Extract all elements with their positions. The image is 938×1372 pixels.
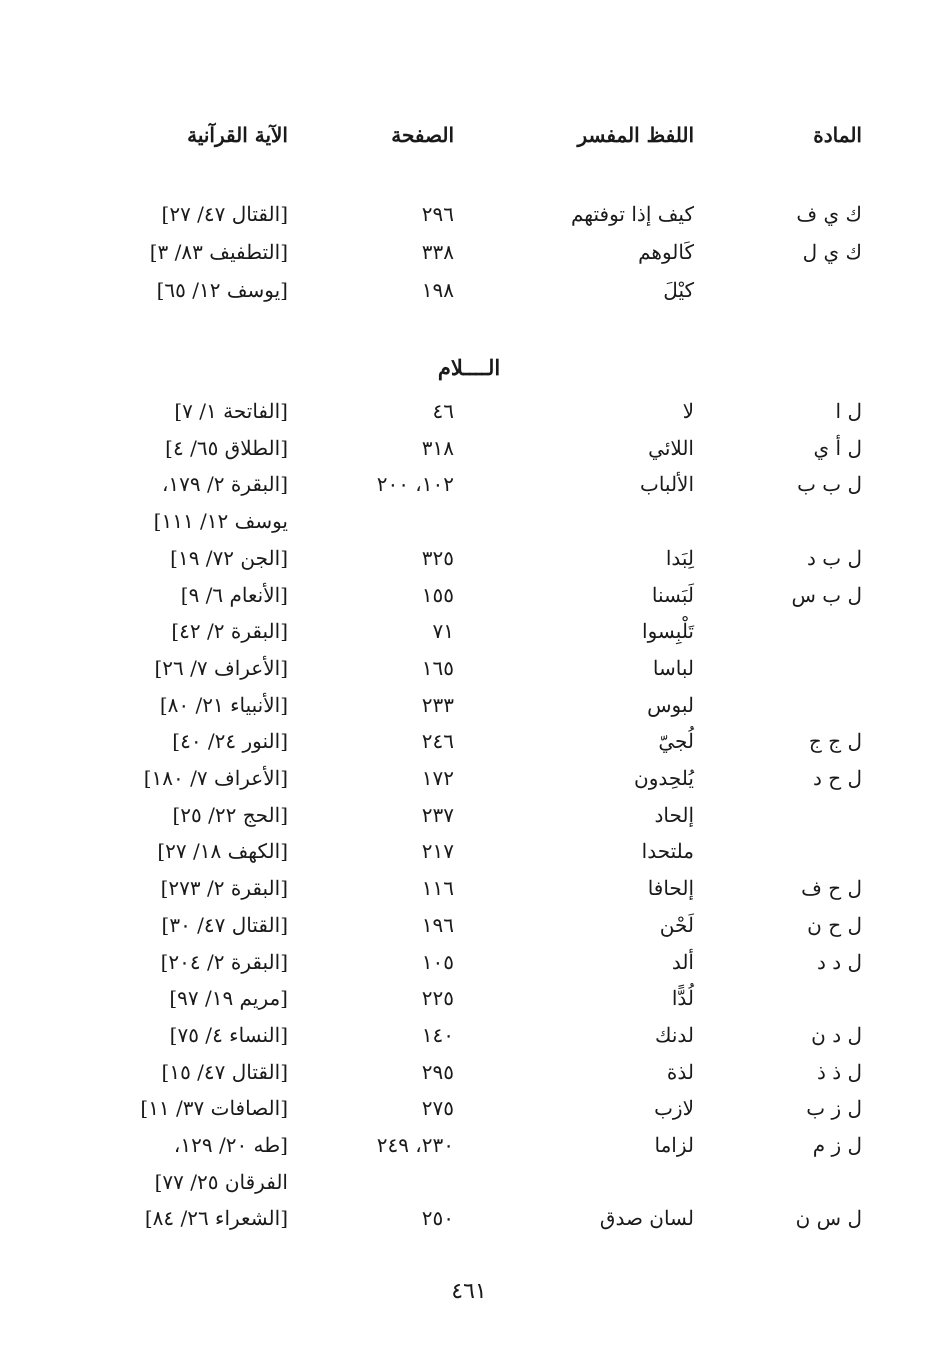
row-word: لبوس xyxy=(647,692,694,717)
row-verse: [يوسف ١٢/ ٦٥] xyxy=(156,278,288,302)
row-page: ٢٥٠ xyxy=(421,1206,454,1231)
row-verse: [القتال ٤٧/ ٢٧] xyxy=(161,202,288,226)
table-row xyxy=(0,944,938,980)
row-page: ١٩٨ xyxy=(421,278,454,302)
row-materia: ل ذ ذ xyxy=(816,1059,862,1084)
row-page: ١٠٢، ٢٠٠ xyxy=(376,472,454,497)
row-verse: [الفاتحة ١/ ٧] xyxy=(174,399,288,423)
row-page: ١٩٦ xyxy=(421,912,454,937)
row-verse: [الكهف ١٨/ ٢٧] xyxy=(157,839,288,864)
row-materia: ل ز م xyxy=(812,1133,862,1157)
table-row xyxy=(0,1017,938,1053)
row-verse: [البقرة ٢/ ١٧٩، xyxy=(161,472,288,497)
row-verse: [الأنعام ٦/ ٩] xyxy=(180,582,288,607)
row-page: ١٥٥ xyxy=(421,582,454,607)
table-row xyxy=(0,723,938,759)
row-materia: ك ي ل xyxy=(802,240,862,264)
table-row xyxy=(0,1127,938,1163)
row-verse: [التطفيف ٨٣/ ٣] xyxy=(149,240,288,264)
table-row xyxy=(0,577,938,613)
row-word: ألد xyxy=(671,949,694,974)
table-row xyxy=(0,1090,938,1126)
row-word: كيْلَ xyxy=(663,278,694,302)
row-page: ١٠٥ xyxy=(421,949,454,974)
row-materia: ل ح د xyxy=(812,766,862,790)
table-row xyxy=(0,540,938,576)
row-materia: ل س ن xyxy=(795,1206,862,1231)
row-page: ٢٧٥ xyxy=(421,1096,454,1121)
row-page: ٢٩٥ xyxy=(421,1059,454,1084)
row-verse: [الحج ٢٢/ ٢٥] xyxy=(172,802,288,827)
row-word: لازب xyxy=(654,1096,694,1121)
row-verse: [القتال ٤٧/ ١٥] xyxy=(161,1059,288,1084)
row-page: ٧١ xyxy=(432,619,454,644)
row-verse: [الشعراء ٢٦/ ٨٤] xyxy=(144,1206,288,1231)
row-verse: [الأعراف ٧/ ١٨٠] xyxy=(143,766,288,790)
row-verse: [الأعراف ٧/ ٢٦] xyxy=(154,655,288,680)
row-page: ٢٣٧ xyxy=(421,802,454,827)
header-word: اللفظ المفسر xyxy=(577,123,694,147)
row-word: لا xyxy=(682,399,694,423)
table-row xyxy=(0,980,938,1016)
row-materia: ل ب د xyxy=(807,545,862,570)
table-row xyxy=(0,1164,938,1200)
table-row xyxy=(0,833,938,869)
row-materia: ل ج ج xyxy=(808,729,862,754)
row-word: لدنك xyxy=(654,1022,694,1047)
row-page: ٤٦ xyxy=(432,399,454,423)
table-row xyxy=(0,870,938,906)
table-row xyxy=(0,1200,938,1236)
row-materia: ل د د xyxy=(816,949,862,974)
row-materia: ل ب س xyxy=(791,582,862,607)
row-word: لَحْن xyxy=(659,912,694,937)
section-title: الــــلام xyxy=(437,355,501,380)
row-word: تَلْبِسوا xyxy=(642,619,694,644)
row-word: لزاما xyxy=(654,1133,694,1157)
row-page: ٢٣٣ xyxy=(421,692,454,717)
row-verse: [القتال ٤٧/ ٣٠] xyxy=(161,912,288,937)
row-word: اللائي xyxy=(648,435,694,460)
row-verse: [البقرة ٢/ ٢٠٤] xyxy=(160,949,288,974)
row-page: ٢٤٦ xyxy=(421,729,454,754)
row-page: ١٦٥ xyxy=(421,655,454,680)
table-row xyxy=(0,503,938,539)
table-row xyxy=(0,907,938,943)
table-row xyxy=(0,393,938,429)
row-verse: [البقرة ٢/ ٢٧٣] xyxy=(160,876,288,901)
row-materia: ل ح ف xyxy=(801,876,862,901)
row-word: لَبَسنا xyxy=(651,582,694,607)
row-word: لباسا xyxy=(652,655,694,680)
row-page: ٢١٧ xyxy=(421,839,454,864)
table-row xyxy=(0,613,938,649)
row-word: لِبَدا xyxy=(665,545,694,570)
table-row xyxy=(0,797,938,833)
row-word: كَالوهم xyxy=(638,240,694,264)
row-verse: [الأنبياء ٢١/ ٨٠] xyxy=(159,692,288,717)
row-materia: ل د ن xyxy=(811,1022,862,1047)
row-page: ٣٣٨ xyxy=(421,240,454,264)
table-row xyxy=(0,1054,938,1090)
row-word: لُجيّ xyxy=(658,729,694,754)
row-word: ملتحدا xyxy=(641,839,694,864)
page-number: ٤٦١ xyxy=(451,1279,487,1304)
row-page: ٢٩٦ xyxy=(421,202,454,226)
row-materia: ل ز ب xyxy=(806,1096,862,1121)
row-word: يُلحِدون xyxy=(634,766,694,790)
table-row xyxy=(0,272,938,308)
row-verse: [النساء ٤/ ٧٥] xyxy=(169,1022,288,1047)
header-verse: الآية القرآنية xyxy=(187,123,288,147)
row-word: الألباب xyxy=(639,472,694,497)
table-row xyxy=(0,466,938,502)
row-materia: ل أ ي xyxy=(813,435,862,460)
row-word: إلحاد xyxy=(654,802,694,827)
row-verse: [الصافات ٣٧/ ١١] xyxy=(140,1096,288,1121)
table-row xyxy=(0,687,938,723)
row-page: ١٧٢ xyxy=(421,766,454,790)
row-verse: يوسف ١٢/ ١١١] xyxy=(153,509,288,534)
row-verse: الفرقان ٢٥/ ٧٧] xyxy=(154,1169,288,1194)
row-page: ٣١٨ xyxy=(421,435,454,460)
row-page: ٢٣٠، ٢٤٩ xyxy=(376,1133,454,1157)
table-row xyxy=(0,760,938,796)
table-row xyxy=(0,196,938,232)
table-row xyxy=(0,234,938,270)
row-materia: ل ا xyxy=(835,399,862,423)
row-page: ١١٦ xyxy=(421,876,454,901)
row-materia: ل ح ن xyxy=(807,912,862,937)
row-word: كيف إذا توفتهم xyxy=(570,202,694,226)
header-materia: المادة xyxy=(813,123,862,147)
header-page: الصفحة xyxy=(391,123,454,147)
row-verse: [مريم ١٩/ ٩٧] xyxy=(169,986,288,1011)
table-row xyxy=(0,430,938,466)
row-verse: [الجن ٧٢/ ١٩] xyxy=(170,545,288,570)
row-verse: [طه ٢٠/ ١٢٩، xyxy=(173,1133,288,1157)
row-word: إلحافا xyxy=(647,876,694,901)
table-row xyxy=(0,650,938,686)
row-materia: ك ي ف xyxy=(796,202,862,226)
row-materia: ل ب ب xyxy=(797,472,862,497)
row-verse: [الطلاق ٦٥/ ٤] xyxy=(165,435,288,460)
table-header xyxy=(0,117,938,153)
row-word: لسان صدق xyxy=(599,1206,694,1231)
row-page: ١٤٠ xyxy=(421,1022,454,1047)
row-page: ٢٢٥ xyxy=(421,986,454,1011)
row-verse: [النور ٢٤/ ٤٠] xyxy=(172,729,288,754)
row-word: لذة xyxy=(666,1059,694,1084)
row-page: ٣٢٥ xyxy=(421,545,454,570)
row-verse: [البقرة ٢/ ٤٢] xyxy=(171,619,288,644)
row-word: لُدًّا xyxy=(671,986,694,1011)
